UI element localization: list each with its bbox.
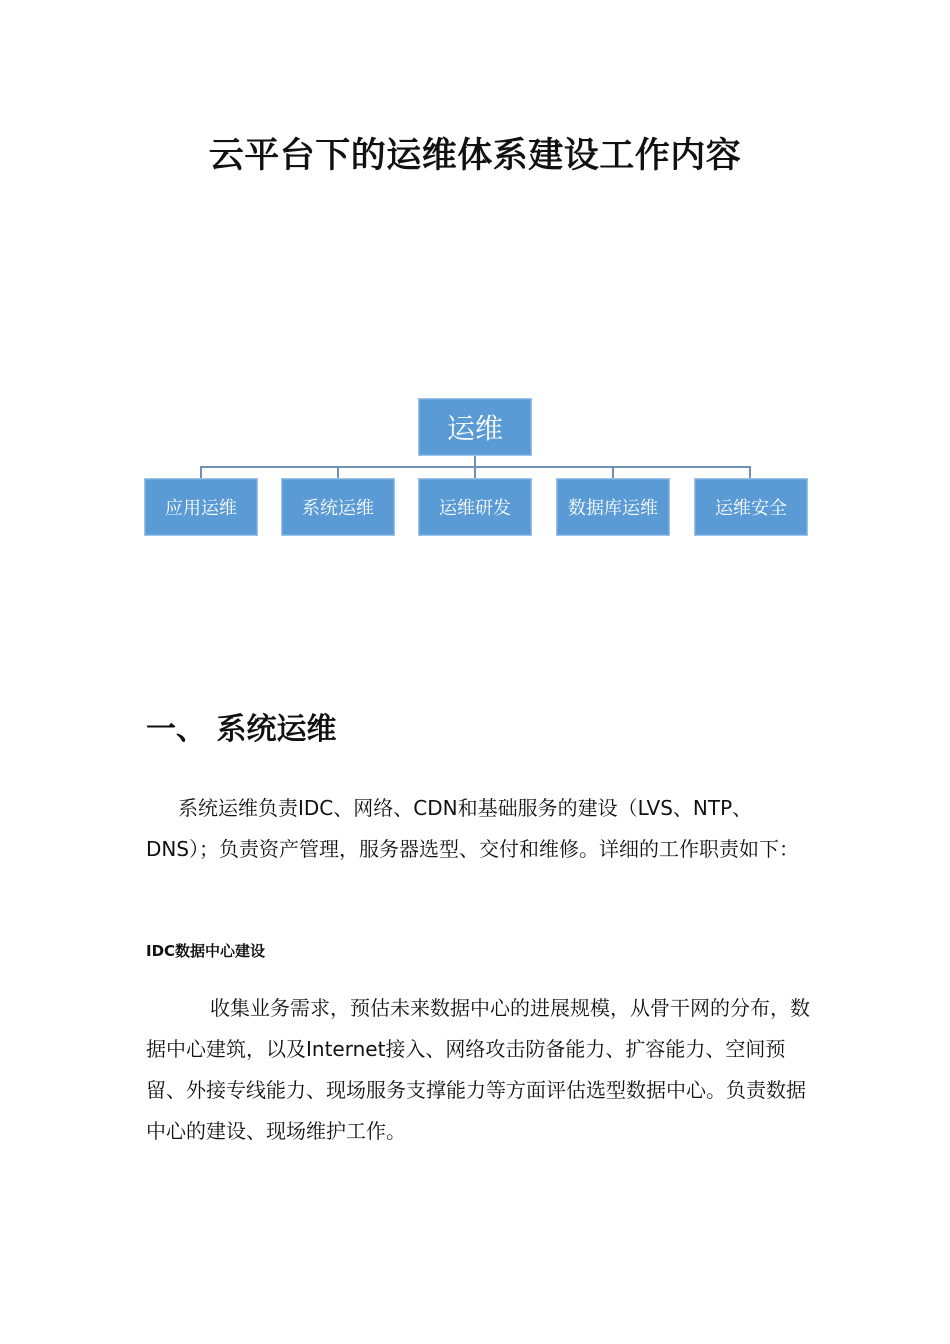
org-connector-drop xyxy=(474,466,476,478)
subheading: IDC数据中心建设 xyxy=(146,942,266,960)
org-node-db-ops: 数据库运维 xyxy=(556,478,670,536)
section-body-paragraph: 收集业务需求，预估未来数据中心的进展规模，从骨干网的分布，数据中心建筑，以及Internet接入、网络攻击防备能力、扩容能力、空间预留、外接专线能力、现场服务支撑能力等方面评估选型数据中心。负责数据中心的建设、现场维护工作。 xyxy=(146,996,810,1143)
org-node-app-ops: 应用运维 xyxy=(144,478,258,536)
org-connector-drop xyxy=(337,466,339,478)
org-connector-drop xyxy=(612,466,614,478)
org-connector-drop xyxy=(749,466,751,478)
section-heading: 一、 系统运维 xyxy=(146,712,337,747)
org-node-ops-dev: 运维研发 xyxy=(418,478,532,536)
section-intro-paragraph: 系统运维负责IDC、网络、CDN和基础服务的建设（LVS、NTP、DNS）；负责资产管理，服务器选型、交付和维修。详细的工作职责如下： xyxy=(146,796,800,861)
page-title: 云平台下的运维体系建设工作内容 xyxy=(208,136,742,176)
org-node-system-ops: 系统运维 xyxy=(281,478,395,536)
org-node-root: 运维 xyxy=(418,398,532,456)
org-node-ops-security: 运维安全 xyxy=(694,478,808,536)
org-connector-drop xyxy=(200,466,202,478)
org-chart xyxy=(0,0,950,600)
